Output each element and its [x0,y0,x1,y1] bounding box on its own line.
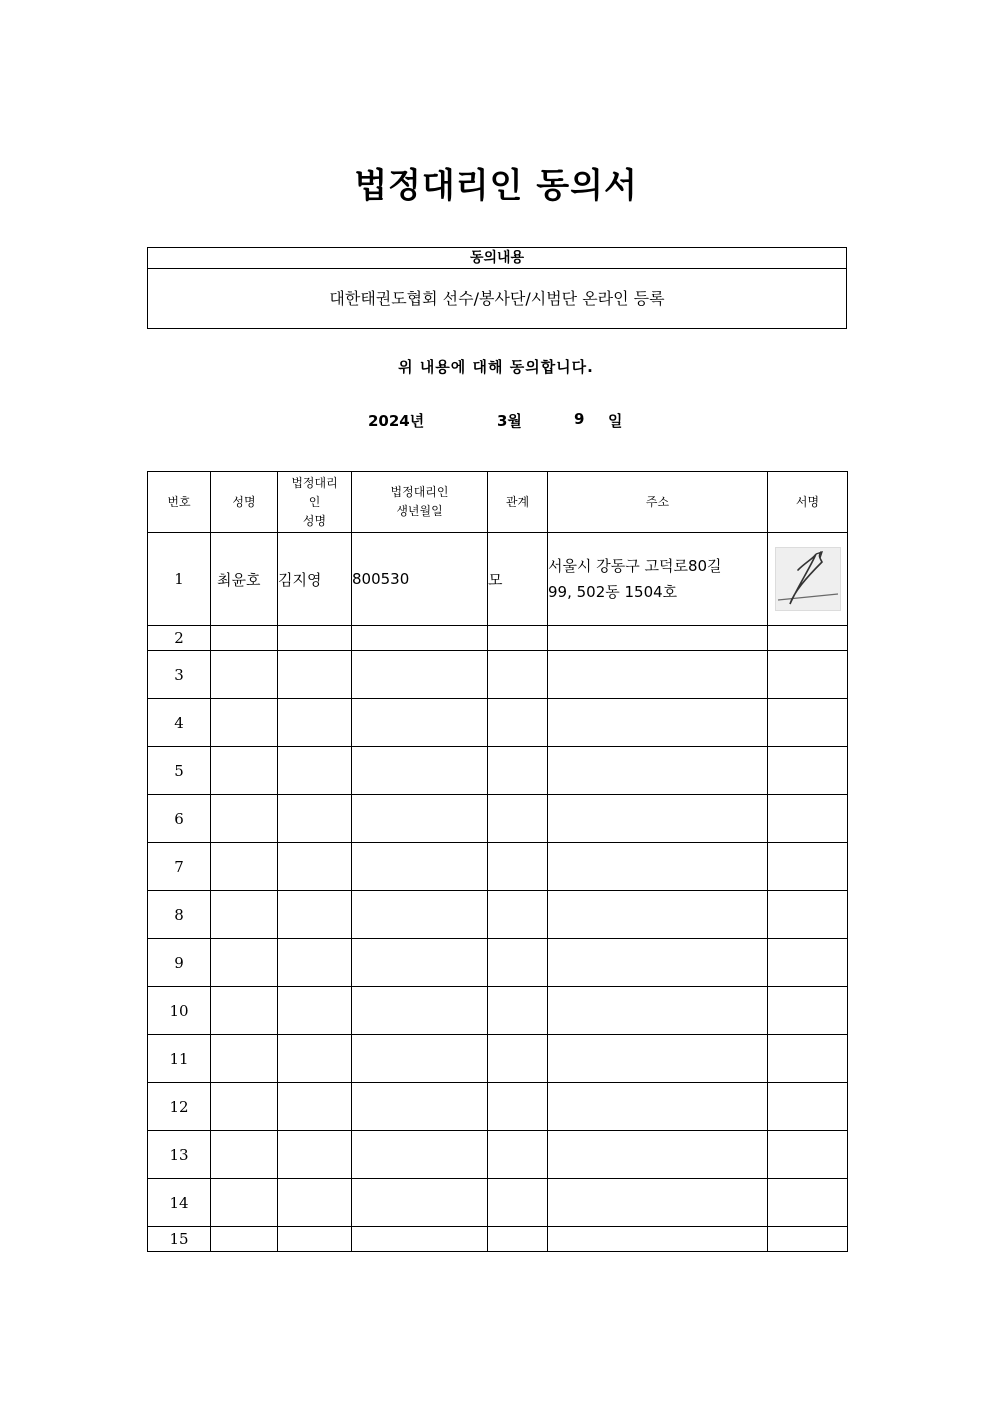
address-line1: 서울시 강동구 고덕로80길 [548,557,722,575]
row-number: 14 [148,1179,211,1227]
table-row [148,939,848,987]
table-row [148,795,848,843]
header-guardian-name-line2: 인 [308,494,321,509]
table-row [148,891,848,939]
date-day: 9 [574,410,585,428]
table-row [148,1035,848,1083]
date-year: 2024년 [368,412,425,430]
student-name: 최윤호 [211,533,278,626]
row-number: 15 [148,1227,211,1252]
row-number: 6 [148,795,211,843]
header-signature: 서명 [768,472,848,533]
guardian-birthdate: 800530 [352,533,488,626]
date-day-unit: 일 [608,412,623,430]
row-number: 12 [148,1083,211,1131]
consent-header: 동의내용 [148,248,846,269]
row-number: 9 [148,939,211,987]
guardian-name: 김지영 [278,533,352,626]
header-guardian-birth-line2: 생년월일 [396,504,443,518]
row-number: 3 [148,651,211,699]
row-number: 7 [148,843,211,891]
table-row [148,1083,848,1131]
row-number: 4 [148,699,211,747]
header-relation: 관계 [488,472,548,533]
consent-text: 대한태권도협회 선수/봉사단/시범단 온라인 등록 [329,289,665,308]
header-guardian-birth [352,472,488,533]
header-name: 성명 [211,472,278,533]
table-row [148,651,848,699]
header-address: 주소 [548,472,768,533]
relation: 모 [488,533,548,626]
table-row [148,533,848,626]
header-guardian-name [278,472,352,533]
row-number: 11 [148,1035,211,1083]
row-number: 2 [148,626,211,651]
header-guardian-name-line3: 성명 [302,513,327,528]
handwritten-signature [776,548,840,610]
table-row [148,1131,848,1179]
header-guardian-birth-line1: 법정대리인 [390,485,449,499]
table-header-row [148,472,848,533]
row-number: 13 [148,1131,211,1179]
row-number: 8 [148,891,211,939]
address-line2: 99, 502동 1504호 [548,583,678,601]
table-row [148,699,848,747]
table-row [148,626,848,651]
agree-statement: 위 내용에 대해 동의합니다. [398,358,594,376]
header-guardian-name-line1: 법정대리 [291,475,338,490]
signature-image [775,547,841,611]
consent-box [147,247,847,329]
date-month: 3월 [497,412,522,430]
header-no: 번호 [148,472,211,533]
row-number: 5 [148,747,211,795]
table-row [148,1179,848,1227]
registration-table [147,471,848,1252]
table-row [148,987,848,1035]
table-row [148,843,848,891]
table-row [148,747,848,795]
table-row [148,1227,848,1252]
document-title: 법정대리인 동의서 [354,166,638,206]
row-number: 10 [148,987,211,1035]
row-number: 1 [148,533,211,626]
signature-cell [768,533,848,626]
address [548,533,768,626]
